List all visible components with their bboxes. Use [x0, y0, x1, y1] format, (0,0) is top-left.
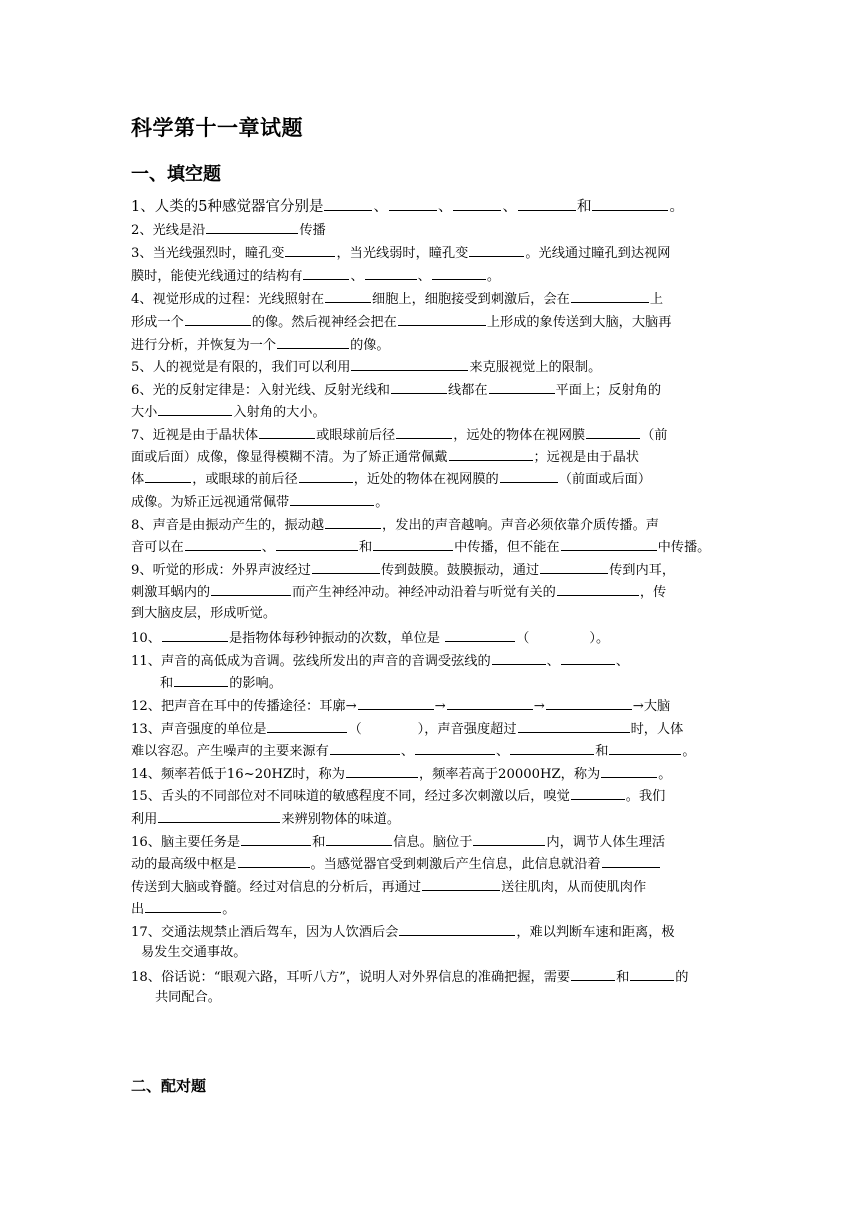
question-line: 9、听觉的形成：外界声波经过 传到鼓膜。鼓膜振动，通过 传到内耳， [131, 563, 676, 578]
question-line: 5、人的视觉是有限的，我们可以利用 来克服视觉上的限制。 [131, 360, 602, 375]
question-line: 4、视觉形成的过程：光线照射在 细胞上，细胞接受到刺激后，会在 上 [131, 292, 664, 307]
question-line: 10、 是指物体每秒钟振动的次数，单位是 （ ）。 [131, 631, 610, 646]
question-line: 易发生交通事故。 [141, 945, 247, 960]
section-heading-fill-in: 一、填空题 [131, 164, 221, 185]
question-line: 17、交通法规禁止酒后驾车，因为人饮酒后会 ，难以判断车速和距离，极 [131, 925, 675, 940]
question-line: 利用 来辨别物体的味道。 [131, 812, 401, 827]
question-line: 动的最高级中枢是 。当感觉器官受到刺激后产生信息，此信息就沿着 [131, 855, 661, 871]
question-line: 14、频率若低于16~20HZ时，称为 ，频率若高于20000HZ，称为 。 [131, 767, 672, 782]
question-line: 16、脑主要任务是 和 信息。脑位于 内，调节人体生理活 [131, 835, 666, 850]
section-heading-matching: 二、配对题 [131, 1077, 207, 1095]
question-line: 2、光线是沿 传播 [131, 223, 326, 238]
question-line: 7、近视是由于晶状体 或眼球前后径 ，远处的物体在视网膜 （前 [131, 428, 668, 443]
question-line: 12、把声音在耳中的传播途径：耳廓→ → → →大脑 [131, 699, 671, 714]
question-line: 8、声音是由振动产生的，振动越 ，发出的声音越响。声音必须依靠介质传播。声 [131, 518, 659, 533]
question-line: 刺激耳蜗内的 而产生神经冲动。神经冲动沿着与听觉有关的 ，传 [131, 585, 667, 600]
question-line: 出 。 [131, 902, 236, 917]
question-line: 3、当光线强烈时，瞳孔变 ，当光线弱时，瞳孔变 。光线通过瞳孔到达视网 [131, 246, 671, 261]
question-line: 11、声音的高低成为音调。弦线所发出的声音的音调受弦线的 、 、 [131, 654, 630, 669]
question-line: 和 的影响。 [160, 676, 282, 691]
page-title: 科学第十一章试题 [131, 116, 303, 140]
question-line: 膜时，能使光线通过的结构有 、 、 。 [131, 269, 500, 284]
question-line: 面或后面）成像，像显得模糊不清。为了矫正通常佩戴 ；远视是由于晶状 [131, 450, 639, 465]
question-line: 1、人类的5种感觉器官分别是 、 、 、 和 。 [131, 199, 684, 215]
question-line: 大小 入射角的大小。 [131, 405, 326, 420]
question-line: 18、俗话说：“眼观六路，耳听八方”，说明人对外界信息的准确把握，需要 和 的 [131, 970, 689, 985]
question-line: 进行分析，并恢复为一个 的像。 [131, 338, 390, 353]
question-line: 13、声音强度的单位是 （ ），声音强度超过 时，人体 [131, 722, 684, 737]
question-line: 音可以在 、 和 中传播，但不能在 中传播。 [131, 540, 711, 555]
question-line: 6、光的反射定律是：入射光线、反射光线和 线都在 平面上；反射角的 [131, 383, 662, 398]
question-line: 体 ，或眼球的前后径 ，近处的物体在视网膜的 （前面或后面） [131, 472, 652, 487]
question-line: 到大脑皮层，形成听觉。 [131, 606, 277, 621]
question-line: 形成一个 的像。然后视神经会把在 上形成的象传送到大脑，大脑再 [131, 315, 672, 330]
question-line: 15、舌头的不同部位对不同味道的敏感程度不同，经过多次刺激以后，嗅觉 。我们 [131, 789, 666, 804]
question-line: 成像。为矫正远视通常佩带 。 [131, 495, 389, 510]
question-line: 传送到大脑或脊髓。经过对信息的分析后，再通过 送往肌肉，从而使肌肉作 [131, 880, 647, 895]
question-line: 难以容忍。产生噪声的主要来源有 、 、 和 。 [131, 744, 696, 759]
question-line: 共同配合。 [155, 990, 221, 1005]
